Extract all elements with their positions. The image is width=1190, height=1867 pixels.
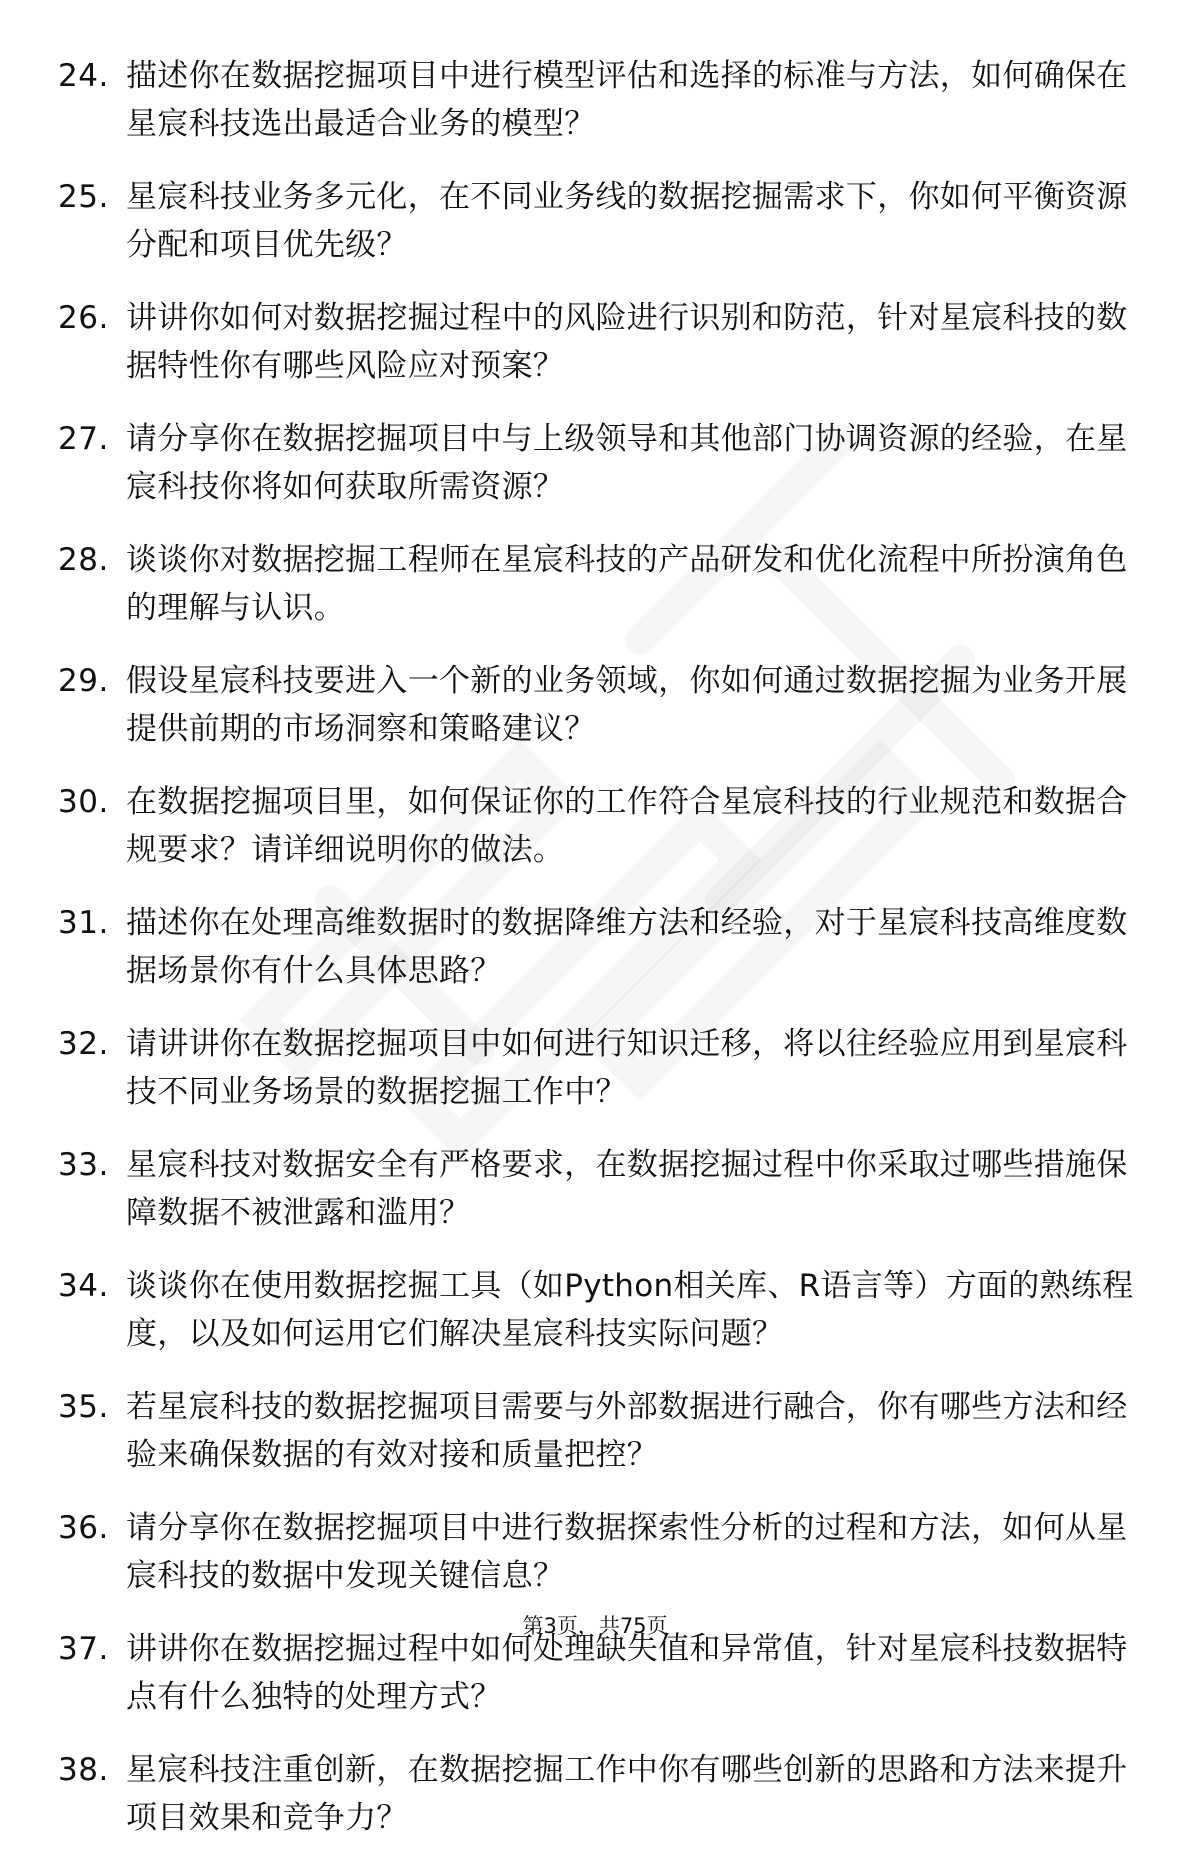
question-text: 星宸科技对数据安全有严格要求，在数据挖掘过程中你采取过哪些措施保障数据不被泄露和滥用？ (126, 1147, 1128, 1231)
question-text: 讲讲你如何对数据挖掘过程中的风险进行识别和防范，针对星宸科技的数据特性你有哪些风险应对预案？ (126, 300, 1128, 384)
question-text: 请讲讲你在数据挖掘项目中如何进行知识迁移，将以往经验应用到星宸科技不同业务场景的数据挖掘工作中？ (126, 1026, 1128, 1110)
question-item (58, 657, 1138, 753)
question-text: 谈谈你对数据挖掘工程师在星宸科技的产品研发和优化流程中所扮演角色的理解与认识。 (126, 542, 1128, 626)
question-number: 28. (58, 542, 109, 578)
question-text: 描述你在数据挖掘项目中进行模型评估和选择的标准与方法，如何确保在星宸科技选出最适合业务的模型？ (126, 58, 1128, 142)
question-text: 星宸科技业务多元化，在不同业务线的数据挖掘需求下，你如何平衡资源分配和项目优先级？ (126, 179, 1128, 263)
question-number: 38. (58, 1752, 109, 1788)
question-number: 33. (58, 1147, 109, 1183)
question-item (58, 1383, 1138, 1479)
question-item (58, 1746, 1138, 1842)
question-item (58, 415, 1138, 511)
question-list (58, 52, 1138, 1867)
question-item (58, 52, 1138, 148)
question-number: 36. (58, 1510, 109, 1546)
question-number: 29. (58, 663, 109, 699)
question-text: 若星宸科技的数据挖掘项目需要与外部数据进行融合，你有哪些方法和经验来确保数据的有效对接和质量把控？ (126, 1389, 1128, 1473)
question-number: 37. (58, 1631, 109, 1667)
question-item (58, 536, 1138, 632)
question-item (58, 1504, 1138, 1600)
question-number: 24. (58, 58, 109, 94)
question-text: 假设星宸科技要进入一个新的业务领域，你如何通过数据挖掘为业务开展提供前期的市场洞察和策略建议？ (126, 663, 1128, 747)
page-number: 第3页，共75页 (522, 1614, 668, 1638)
question-number: 31. (58, 905, 109, 941)
question-number: 26. (58, 300, 109, 336)
question-text: 讲讲你在数据挖掘过程中如何处理缺失值和异常值，针对星宸科技数据特点有什么独特的处理方式？ (126, 1631, 1128, 1715)
question-item (58, 1141, 1138, 1237)
question-item (58, 173, 1138, 269)
question-text: 请分享你在数据挖掘项目中进行数据探索性分析的过程和方法，如何从星宸科技的数据中发现关键信息？ (126, 1510, 1128, 1594)
question-item (58, 778, 1138, 874)
question-text: 在数据挖掘项目里，如何保证你的工作符合星宸科技的行业规范和数据合规要求？请详细说明你的做法。 (126, 784, 1128, 868)
question-number: 35. (58, 1389, 109, 1425)
question-number: 32. (58, 1026, 109, 1062)
question-text: 描述你在处理高维数据时的数据降维方法和经验，对于星宸科技高维度数据场景你有什么具体思路？ (126, 905, 1128, 989)
question-number: 27. (58, 421, 109, 457)
question-item (58, 1262, 1138, 1358)
question-item (58, 899, 1138, 995)
question-item (58, 294, 1138, 390)
question-number: 25. (58, 179, 109, 215)
question-text: 星宸科技注重创新，在数据挖掘工作中你有哪些创新的思路和方法来提升项目效果和竞争力？ (126, 1752, 1128, 1836)
question-text: 请分享你在数据挖掘项目中与上级领导和其他部门协调资源的经验，在星宸科技你将如何获取所需资源？ (126, 421, 1128, 505)
question-number: 34. (58, 1268, 109, 1304)
question-number: 30. (58, 784, 109, 820)
question-text: 谈谈你在使用数据挖掘工具（如Python相关库、R语言等）方面的熟练程度，以及如何运用它们解决星宸科技实际问题？ (126, 1268, 1134, 1352)
question-item (58, 1020, 1138, 1116)
